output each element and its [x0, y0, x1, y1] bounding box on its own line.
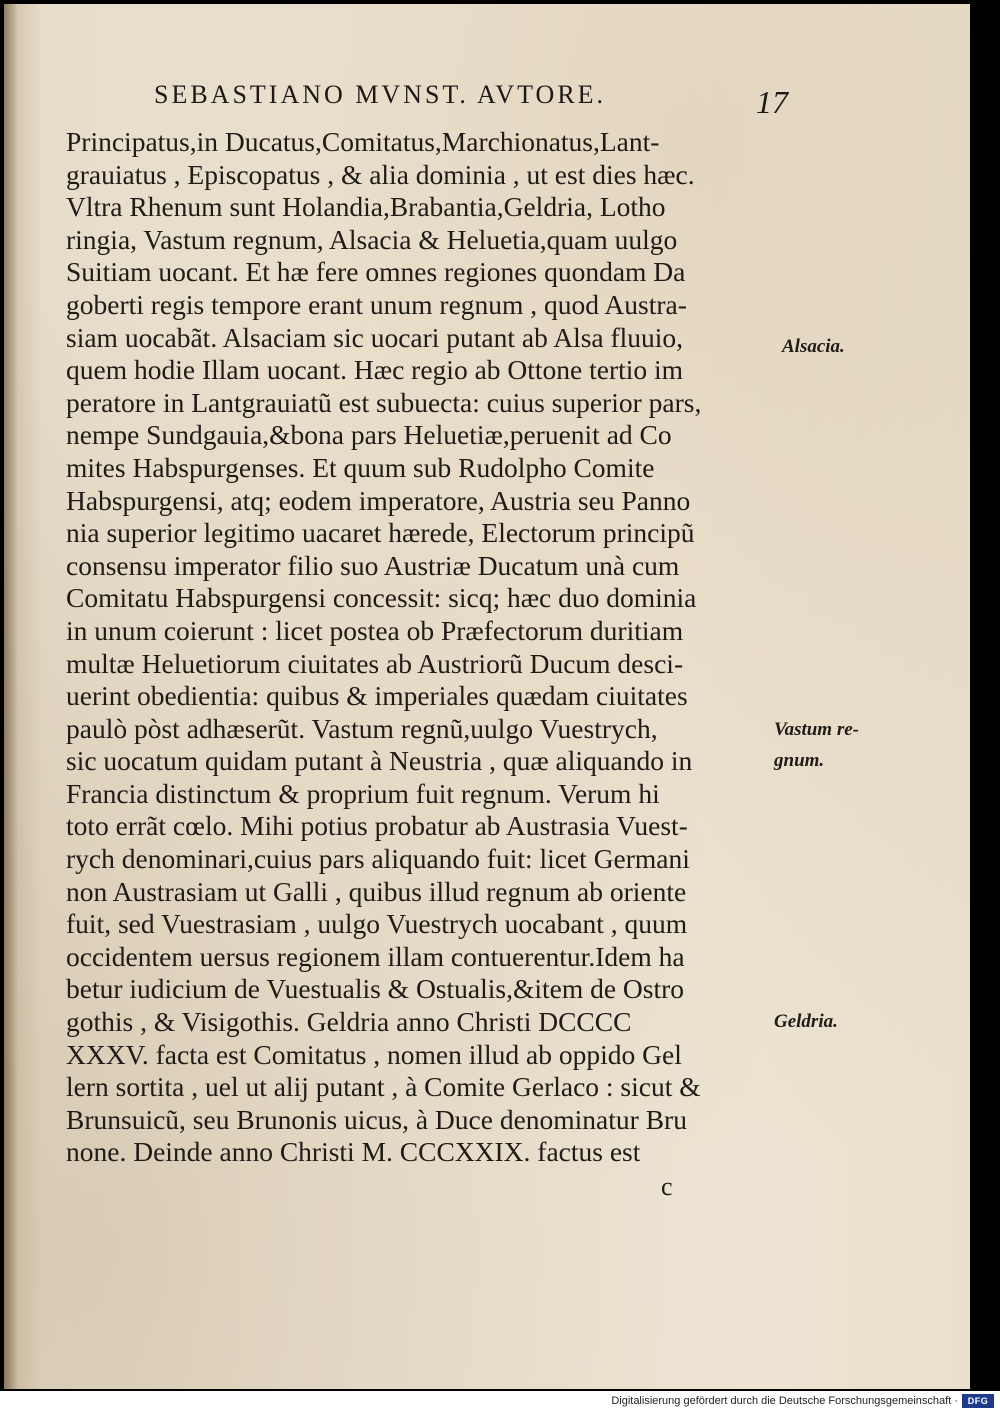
- text-line: occidentem uersus regionem illam contuerentur.Idem ha: [66, 940, 685, 972]
- text-line: grauiatus , Episcopatus , & alia dominia , ut est dies hæc.: [66, 158, 695, 190]
- text-line: fuit, sed Vuestrasiam , uulgo Vuestrych uocabant , quum: [66, 908, 688, 940]
- text-line: in unum coierunt : licet postea ob Præfectorum duritiam: [66, 614, 684, 646]
- text-line: nia superior legitimo uacaret hærede, Electorum principũ: [66, 517, 695, 549]
- text-line: Francia distinctum & proprium fuit regnum. Verum hi: [66, 777, 660, 809]
- funding-credit: Digitalisierung gefördert durch die Deutsche Forschungsgemeinschaft ·: [611, 1395, 958, 1407]
- text-line: Suitiam uocant. Et hæ fere omnes regiones quondam Da: [66, 256, 686, 288]
- text-line: Brunsuicũ, seu Brunonis uicus, à Duce denominatur Bru: [66, 1103, 687, 1135]
- text-line: betur iudicium de Vuestualis & Ostualis,&item de Ostro: [66, 973, 685, 1005]
- body-text: [66, 126, 776, 1169]
- text-line: paulò pòst adhæserũt. Vastum regnũ,uulgo Vuestrych,: [66, 712, 658, 744]
- text-line: gothis , & Visigothis. Geldria anno Christi DCCCC: [66, 1006, 632, 1038]
- digitization-footer: [0, 1391, 1000, 1413]
- margin-note-vastum-regnum: Vastum re-: [774, 719, 859, 740]
- text-line: sic uocatum quidam putant à Neustria , quæ aliquando in: [66, 745, 693, 777]
- text-line: Habspurgensi, atq; eodem imperatore, Austria seu Panno: [66, 484, 691, 516]
- text-line: non Austrasiam ut Galli , quibus illud regnum ab oriente: [66, 875, 687, 907]
- text-line: none. Deinde anno Christi M. CCCXXIX. factus est: [66, 1136, 641, 1168]
- text-line: ringia, Vastum regnum, Alsacia & Heluetia,quam uulgo: [66, 223, 678, 255]
- text-line: goberti regis tempore erant unum regnum , quod Austra-: [66, 288, 687, 320]
- text-line: uerint obedientia: quibus & imperiales quædam ciuitates: [66, 680, 688, 712]
- text-line: multæ Heluetiorum ciuitates ab Austriorũ Ducum desci-: [66, 647, 684, 679]
- text-line: siam uocabãt. Alsaciam sic uocari putant ab Alsa fluuio,: [66, 321, 684, 353]
- running-head: SEBASTIANO MVNST. AVTORE.: [154, 80, 607, 109]
- text-line: lern sortita , uel ut alij putant , à Comite Gerlaco : sicut &: [66, 1071, 701, 1103]
- signature-mark: c: [661, 1172, 673, 1201]
- margin-note-alsacia: Alsacia.: [782, 336, 845, 357]
- page-number: 17: [756, 84, 788, 120]
- text-line: peratore in Lantgrauiatũ est subuecta: cuius superior pars,: [66, 386, 702, 418]
- page-gutter-shadow: [4, 4, 18, 1389]
- text-line: consensu imperator filio suo Austriæ Ducatum unà cum: [66, 549, 680, 581]
- text-line: toto errãt cœlo. Mihi potius probatur ab Austrasia Vuest-: [66, 810, 688, 842]
- dfg-logo: DFG: [962, 1394, 994, 1408]
- text-line: Comitatu Habspurgensi concessit: sicq; hæc duo dominia: [66, 582, 697, 614]
- margin-note-vastum-regnum-cont: gnum.: [774, 750, 825, 771]
- text-line: rych denominari,cuius pars aliquando fuit: licet Germani: [66, 843, 690, 875]
- margin-note-geldria: Geldria.: [774, 1011, 838, 1032]
- book-page: [4, 4, 970, 1389]
- text-line: Principatus,in Ducatus,Comitatus,Marchionatus,Lant-: [66, 126, 660, 157]
- text-line: nempe Sundgauia,&bona pars Heluetiæ,peruenit ad Co: [66, 419, 672, 451]
- text-line: mites Habspurgenses. Et quum sub Rudolpho Comite: [66, 451, 655, 483]
- text-line: quem hodie Illam uocant. Hæc regio ab Ottone tertio im: [66, 354, 684, 386]
- text-line: XXXV. facta est Comitatus , nomen illud ab oppido Gel: [66, 1038, 682, 1070]
- text-line: Vltra Rhenum sunt Holandia,Brabantia,Geldria, Lotho: [66, 191, 666, 223]
